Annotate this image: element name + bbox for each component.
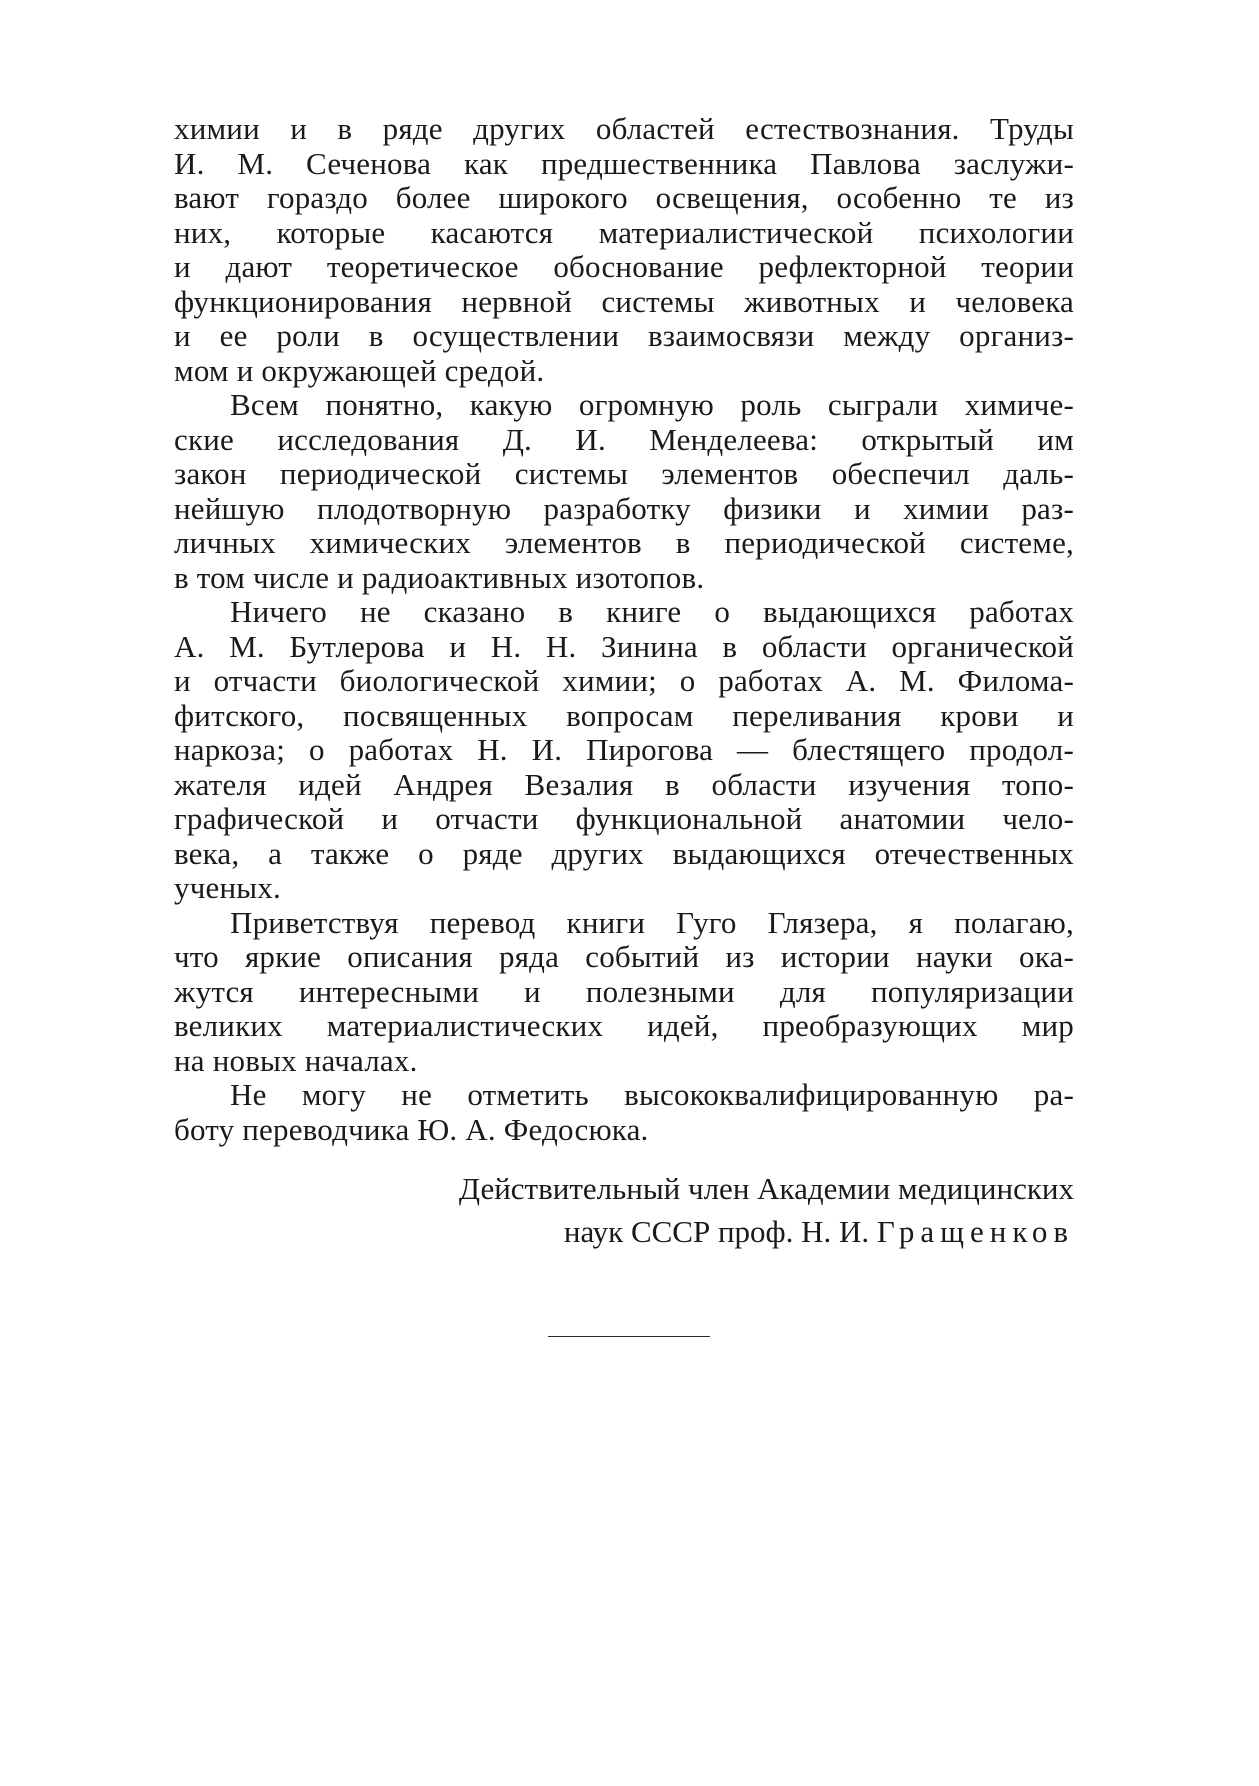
text-line: и дают теоретическое обоснование рефлекторной теории [174,249,1074,284]
text-line: химии и в ряде других областей естествознания. Труды [174,111,1074,146]
text-line: Не могу не отметить высококвалифицированную ра- [230,1077,1074,1112]
text-line: нейшую плодотворную разработку физики и химии раз- [174,490,1074,526]
text-line: и отчасти биологической химии; о работах А. М. Филома- [174,663,1074,698]
text-line: ученых. [174,870,281,905]
text-line: наркоза; о работах Н. И. Пирогова — блестящего продол- [174,732,1074,767]
text-line: в том числе и радиоактивных изотопов. [174,559,705,595]
text-line: великих материалистических идей, преобразующих мир [174,1008,1074,1043]
text-line: Ничего не сказано в книге о выдающихся работах [230,594,1074,629]
text-line: И. М. Сеченова как предшественника Павлова заслужи- [174,145,1074,181]
text-line: что яркие описания ряда событий из истории науки ока- [174,939,1074,974]
text-line: них, которые касаются материалистической психологии [174,214,1074,250]
text-line: боту переводчика Ю. А. Федосюка. [174,1111,649,1147]
text-line: функционирования нервной системы животных и человека [174,283,1074,319]
signature-surname: Гращенков [876,1214,1074,1249]
signature-name-line [174,1210,1074,1253]
text-line: жутся интересными и полезными для популяризации [174,973,1074,1009]
text-line: Всем понятно, какую огромную роль сыграли химиче- [230,387,1074,422]
text-line: фитского, посвященных вопросам переливания крови и [174,697,1074,733]
text-line: закон периодической системы элементов обеспечил даль- [174,456,1074,491]
text-line: ские исследования Д. И. Менделеева: открытый им [174,421,1074,457]
text-line: мом и окружающей средой. [174,352,545,388]
text-line: графической и отчасти функциональной анатомии чело- [174,801,1074,836]
signature-prefix: наук СССР проф. Н. И. [563,1214,870,1249]
signature-title-line: Действительный член Академии медицинских [458,1171,1074,1206]
text-line: Приветствуя перевод книги Гуго Глязера, я полагаю, [230,904,1074,940]
text-line: на новых началах. [174,1042,418,1078]
text-line: личных химических элементов в периодической системе, [174,525,1074,560]
text-line: жателя идей Андрея Везалия в области изучения топо- [174,766,1074,802]
text-line: и ее роли в осуществлении взаимосвязи между организ- [174,318,1074,353]
signature-block [174,1167,1074,1253]
end-rule-divider [548,1336,710,1337]
text-line: века, а также о ряде других выдающихся отечественных [174,835,1074,871]
text-line: вают гораздо более широкого освещения, особенно те из [174,180,1074,215]
body-text [174,112,1074,1147]
text-line: А. М. Бутлерова и Н. Н. Зинина в области органической [174,628,1074,664]
